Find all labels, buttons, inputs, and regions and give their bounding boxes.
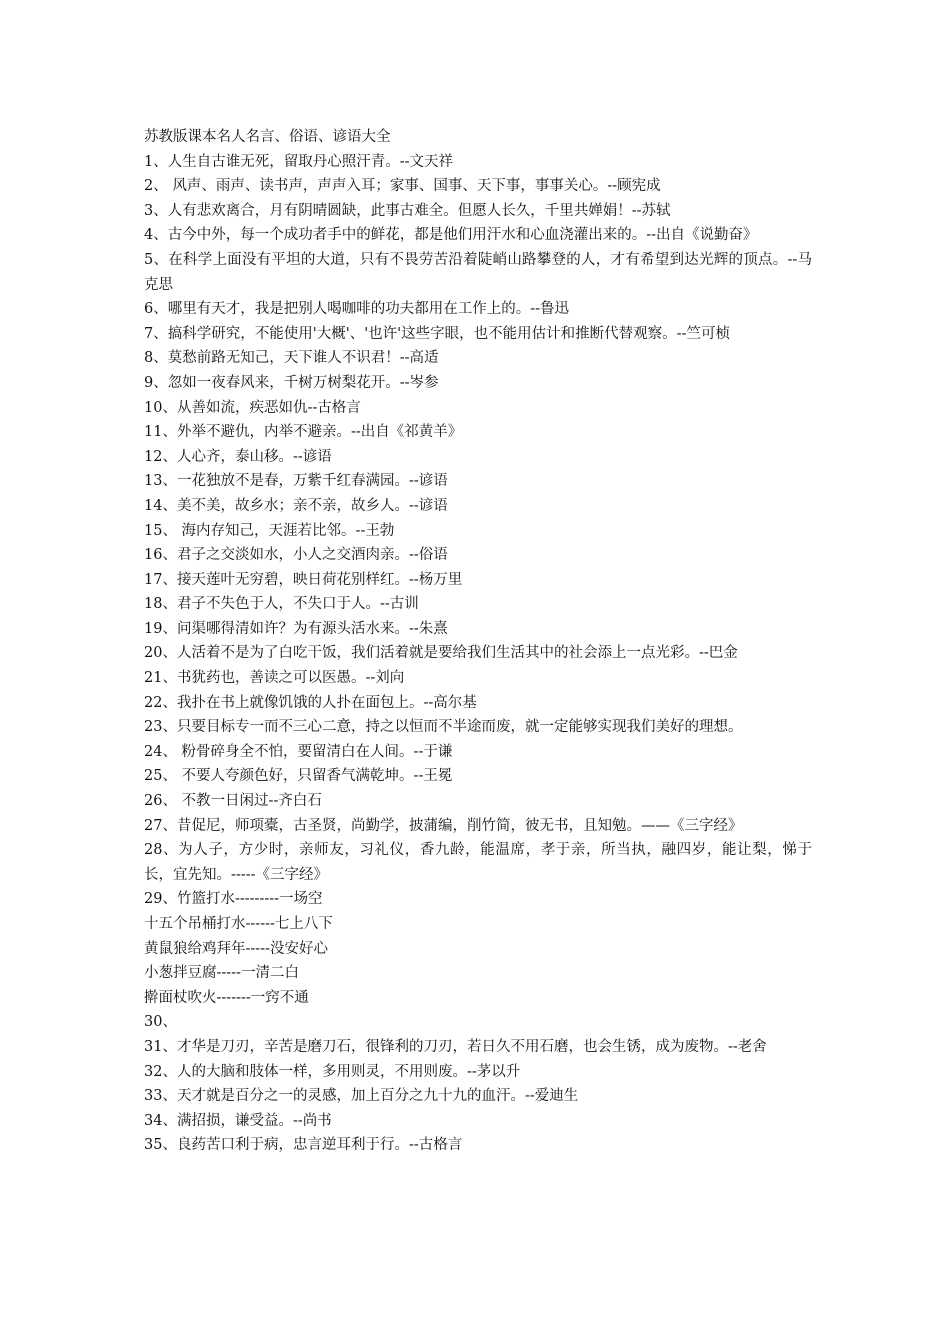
quote-line: 32、人的大脑和肢体一样，多用则灵，不用则废。--茅以升 [144,1063,521,1080]
quote-line: 8、莫愁前路无知己，天下谁人不识君！--高适 [144,350,439,367]
quote-line: 19、问渠哪得清如许？为有源头活水来。--朱熹 [144,620,448,637]
quote-line: 20、人活着不是为了白吃干饭，我们活着就是要给我们生活其中的社会添上一点光彩。--巴金 [144,645,738,662]
quote-line: 27、昔促尼，师项橐，古圣贤，尚勤学，披蒲编，削竹简，彼无书，且知勉。——《三字经》 [144,817,743,834]
quote-line: 9、忽如一夜春风来，千树万树梨花开。--岑参 [144,374,439,391]
quote-line: 26、 不教一日闲过--齐白石 [144,793,322,810]
quote-line: 16、君子之交淡如水，小人之交酒肉亲。--俗语 [144,547,448,564]
quote-line: 1、人生自古谁无死，留取丹心照汗青。--文天祥 [144,153,454,170]
quote-line: 黄鼠狼给鸡拜年-----没安好心 [144,940,328,957]
quote-line: 30、 [144,1014,177,1031]
quote-line: 33、天才就是百分之一的灵感，加上百分之九十九的血汗。--爱迪生 [144,1088,579,1105]
quote-line: 28、为人子，方少时，亲师友，习礼仪，香九龄，能温席，孝于亲，所当执，融四岁，能让梨，悌于长，宜先知。-----《三字经》 [144,842,812,883]
quote-line: 14、美不美，故乡水；亲不亲，故乡人。--谚语 [144,497,448,514]
quote-line: 34、满招损，谦受益。--尚书 [144,1112,332,1129]
quote-line: 25、 不要人夸颜色好，只留香气满乾坤。--王冕 [144,768,453,785]
quote-line: 擀面杖吹火-------一窍不通 [144,989,309,1006]
quote-line: 4、古今中外，每一个成功者手中的鲜花，都是他们用汗水和心血浇灌出来的。--出自《说勤奋》 [144,227,758,244]
quote-line: 2、 风声、雨声、读书声，声声入耳；家事、国事、天下事，事事关心。--顾宪成 [144,178,661,195]
quote-line: 小葱拌豆腐-----一清二白 [144,965,299,982]
quote-line: 35、良药苦口利于病，忠言逆耳利于行。--古格言 [144,1137,463,1154]
quote-line: 3、人有悲欢离合，月有阴晴圆缺，此事古难全。但愿人长久，千里共婵娟！--苏轼 [144,202,671,219]
quote-line: 7、搞科学研究，不能使用'大概'、'也许'这些字眼，也不能用估计和推断代替观察。--竺可桢 [144,325,730,342]
quote-line: 29、竹篮打水---------一场空 [144,891,323,908]
quote-line: 10、从善如流，疾恶如仇--古格言 [144,399,361,416]
document-title: 苏教版课本名人名言、俗语、谚语大全 [144,129,391,145]
quote-line: 24、 粉骨碎身全不怕，要留清白在人间。--于谦 [144,743,453,760]
quote-line: 十五个吊桶打水------七上八下 [144,916,333,932]
quote-list [144,150,812,1158]
quote-line: 17、接天莲叶无穷碧，映日荷花别样红。--杨万里 [144,571,463,588]
quote-line: 6、哪里有天才，我是把别人喝咖啡的功夫都用在工作上的。--鲁迅 [144,301,570,318]
quote-line: 22、我扑在书上就像饥饿的人扑在面包上。--高尔基 [144,694,477,711]
quote-line: 12、人心齐，泰山移。--谚语 [144,448,332,465]
quote-line: 15、 海内存知己，天涯若比邻。--王勃 [144,522,395,539]
quote-line: 21、书犹药也，善读之可以医愚。--刘向 [144,670,405,687]
document-body [144,125,812,1158]
quote-line: 23、只要目标专一而不三心二意，持之以恒而不半途而废，就一定能够实现我们美好的理想。 [144,719,743,736]
quote-line: 31、才华是刀刃，辛苦是磨刀石，很锋利的刀刃，若日久不用石磨，也会生锈，成为废物。--老舍 [144,1038,767,1055]
quote-line: 11、外举不避仇，内举不避亲。--出自《祁黄羊》 [144,424,463,441]
quote-line: 18、君子不失色于人，不失口于人。--古训 [144,596,419,613]
quote-line: 5、在科学上面没有平坦的大道，只有不畏劳苦沿着陡峭山路攀登的人，才有希望到达光辉的顶点。--马克思 [144,251,812,293]
quote-line: 13、一花独放不是春，万紫千红春满园。--谚语 [144,473,448,490]
